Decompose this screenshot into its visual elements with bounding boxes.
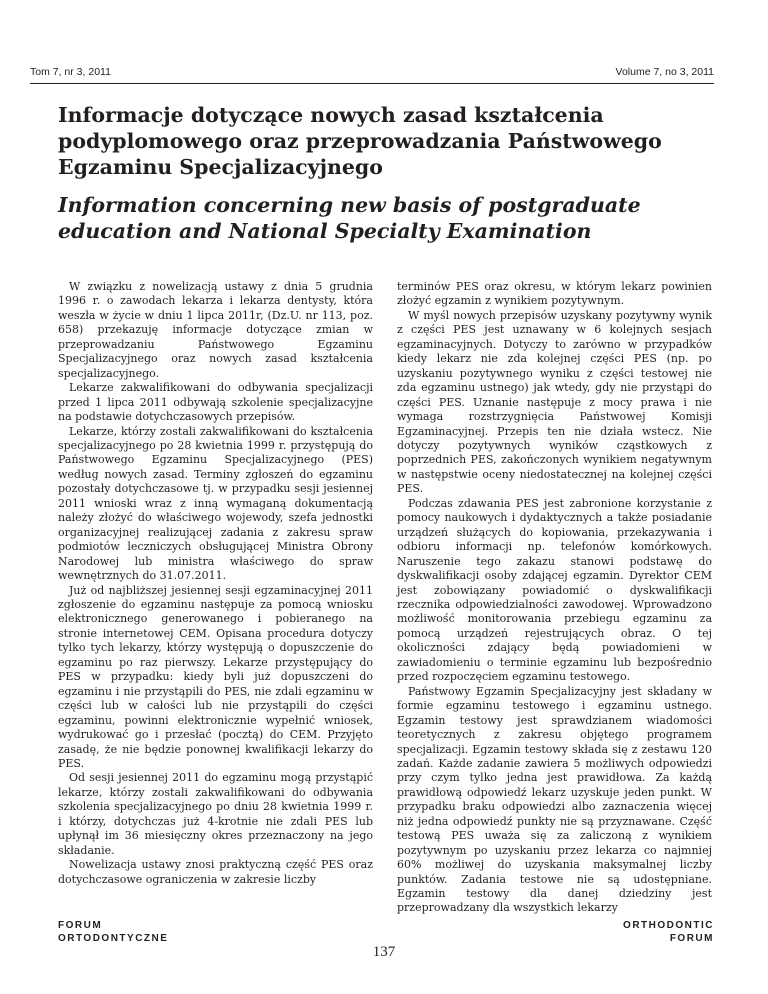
paragraph: Państwowy Egzamin Specjalizacyjny jest składany w formie egzaminu testowego i egzaminu ustnego. Egzamin testowy jest sprawdzianem wiadomości teoretycznych z zakresu objętego programem specjalizacji. Egzamin testowy składa się z zestawu 120 zadań. Każde zadanie zawiera 5 możliwych odpowiedzi przy czym tylko jedna jest prawidłowa. Za każdą prawidłową odpowiedź lekarz uzyskuje jeden punkt. W przypadku braku odpowiedzi albo zaznaczenia więcej niż jedna odpowiedź punkty nie są przyznawane. Część testową PES uważa się za zaliczoną z wynikiem pozytywnym po uzyskaniu przez lekarza co najmniej 60% możliwej do uzyskania maksymalnej liczby punktów. Zadania testowe nie są udostępniane. Egzamin testowy dla danej dziedziny jest przeprowadzany dla wszystkich lekarzy xyxy=(397,684,712,915)
paragraph: Lekarze, którzy zostali zakwalifikowani do kształcenia specjalizacyjnego po 28 kwietnia 1999 r. przystępują do Państwowego Egzaminu Specjalizacyjnego (PES) według nowych zasad. Terminy zgłoszeń do egzaminu pozostały dotychczasowe tj. w przypadku sesji jesiennej 2011 wnioski wraz z inną wymaganą dokumentacją należy złożyć do właściwego wojewody, szefa jednostki organizacyjnej realizującej zadania z zakresu spraw podmiotów leczniczych obsługującej Ministra Obrony Narodowej lub ministra właściwego do spraw wewnętrznych do 31.07.2011. xyxy=(58,424,373,583)
header-rule xyxy=(30,83,714,84)
footer-journal-name-english xyxy=(623,919,714,945)
right-column xyxy=(397,280,712,916)
footer-journal-name-polish xyxy=(58,919,168,945)
footer-line: ORTODONTYCZNE xyxy=(58,933,169,944)
paragraph: Od sesji jesiennej 2011 do egzaminu mogą przystąpić lekarze, którzy zostali zakwalifikowani do odbywania szkolenia specjalizacyjnego po dniu 28 kwietnia 1999 r. i którzy, dotychczas już 4-krotnie nie zdali PES lub upłynął im 36 miesięczny okres przeznaczony na jego składanie. xyxy=(58,771,373,857)
running-header xyxy=(30,66,714,78)
paragraph: W myśl nowych przepisów uzyskany pozytywny wynik z części PES jest uznawany w 6 kolejnych sesjach egzaminacyjnych. Dotyczy to zarówno w przypadków kiedy lekarz nie zda kolejnej części PES (np. po uzyskaniu pozytywnego wyniku z części testowej nie zda egzaminu ustnego) jak wtedy, gdy nie przystąpi do części PES. Uznanie następuje z mocy prawa i nie wymaga rozstrzygnięcia Państwowej Komisji Egzaminacyjnej. Przepis ten nie działa wstecz. Nie dotyczy pozytywnych wyników cząstkowych z poprzednich PES, zakończonych wynikiem negatywnym w następstwie oceny niedostatecznej na kolejnej części PES. xyxy=(397,308,712,496)
footer-line: FORUM xyxy=(669,933,714,944)
paragraph-continued: terminów PES oraz okresu, w którym lekarz powinien złożyć egzamin z wynikiem pozytywnym. xyxy=(397,280,712,308)
article-title-english: Information concerning new basis of postgraduate education and National Specialty Examination xyxy=(58,193,641,243)
paragraph: W związku z nowelizacją ustawy z dnia 5 grudnia 1996 r. o zawodach lekarza i lekarza dentysty, która weszła w życie w dniu 1 lipca 2011r, (Dz.U. nr 113, poz. 658) przekazuję informacje dotyczące zmian w przeprowadzaniu Państwowego Egzaminu Specjalizacyjnego oraz nowych zasad kształcenia specjalizacyjnego. xyxy=(58,280,373,380)
footer-line: FORUM xyxy=(58,920,103,931)
header-volume-pl: Tom 7, nr 3, 2011 xyxy=(30,66,111,78)
page-number: 137 xyxy=(372,944,396,960)
header-volume-en: Volume 7, no 3, 2011 xyxy=(615,66,714,78)
footer-line: ORTHODONTIC xyxy=(623,920,714,931)
paragraph: Lekarze zakwalifikowani do odbywania specjalizacji przed 1 lipca 2011 odbywają szkolenie specjalizacyjne na podstawie dotychczasowych przepisów. xyxy=(58,381,373,424)
paragraph: Podczas zdawania PES jest zabronione korzystanie z pomocy naukowych i dydaktycznych a także posiadanie urządzeń służących do kopiowania, przekazywania i odbioru informacji np. telefonów komórkowych. Naruszenie tego zakazu stanowi podstawę do dyskwalifikacji osoby zdającej egzamin. Dyrektor CEM jest zobowiązany powiadomić o dyskwalifikacji rzecznika odpowiedzialności zawodowej. Wprowadzono możliwość monitorowania przebiegu egzaminu za pomocą urządzeń rejestrujących obraz. O tej okoliczności zdający będą powiadomieni w zawiadomieniu o terminie egzaminu lub bezpośrednio przed rozpoczęciem egzaminu testowego. xyxy=(397,496,712,684)
article-title-polish: Informacje dotyczące nowych zasad kształcenia podyplomowego oraz przeprowadzania Państwowego Egzaminu Specjalizacyjnego xyxy=(58,103,662,179)
left-column xyxy=(58,280,373,887)
paragraph: Nowelizacja ustawy znosi praktyczną część PES oraz dotychczasowe ograniczenia w zakresie liczby xyxy=(58,858,373,886)
paragraph: Już od najbliższej jesiennej sesji egzaminacyjnej 2011 zgłoszenie do egzaminu następuje za pomocą wniosku elektronicznego generowanego i pobieranego na stronie internetowej CEM. Opisana procedura dotyczy tylko tych lekarzy, którzy występują o dopuszczenie do egzaminu po raz pierwszy. Lekarze przystępujący do PES w przypadku: kiedy byli już dopuszczeni do egzaminu i nie przystąpili do PES, nie zdali egzaminu w części lub w całości lub nie przystąpili do części egzaminu, powinni elektronicznie wypełnić wniosek, wydrukować go i przesłać (pocztą) do CEM. Przyjęto zasadę, że nie będzie ponownej kwalifikacji lekarzy do PES. xyxy=(58,583,373,770)
